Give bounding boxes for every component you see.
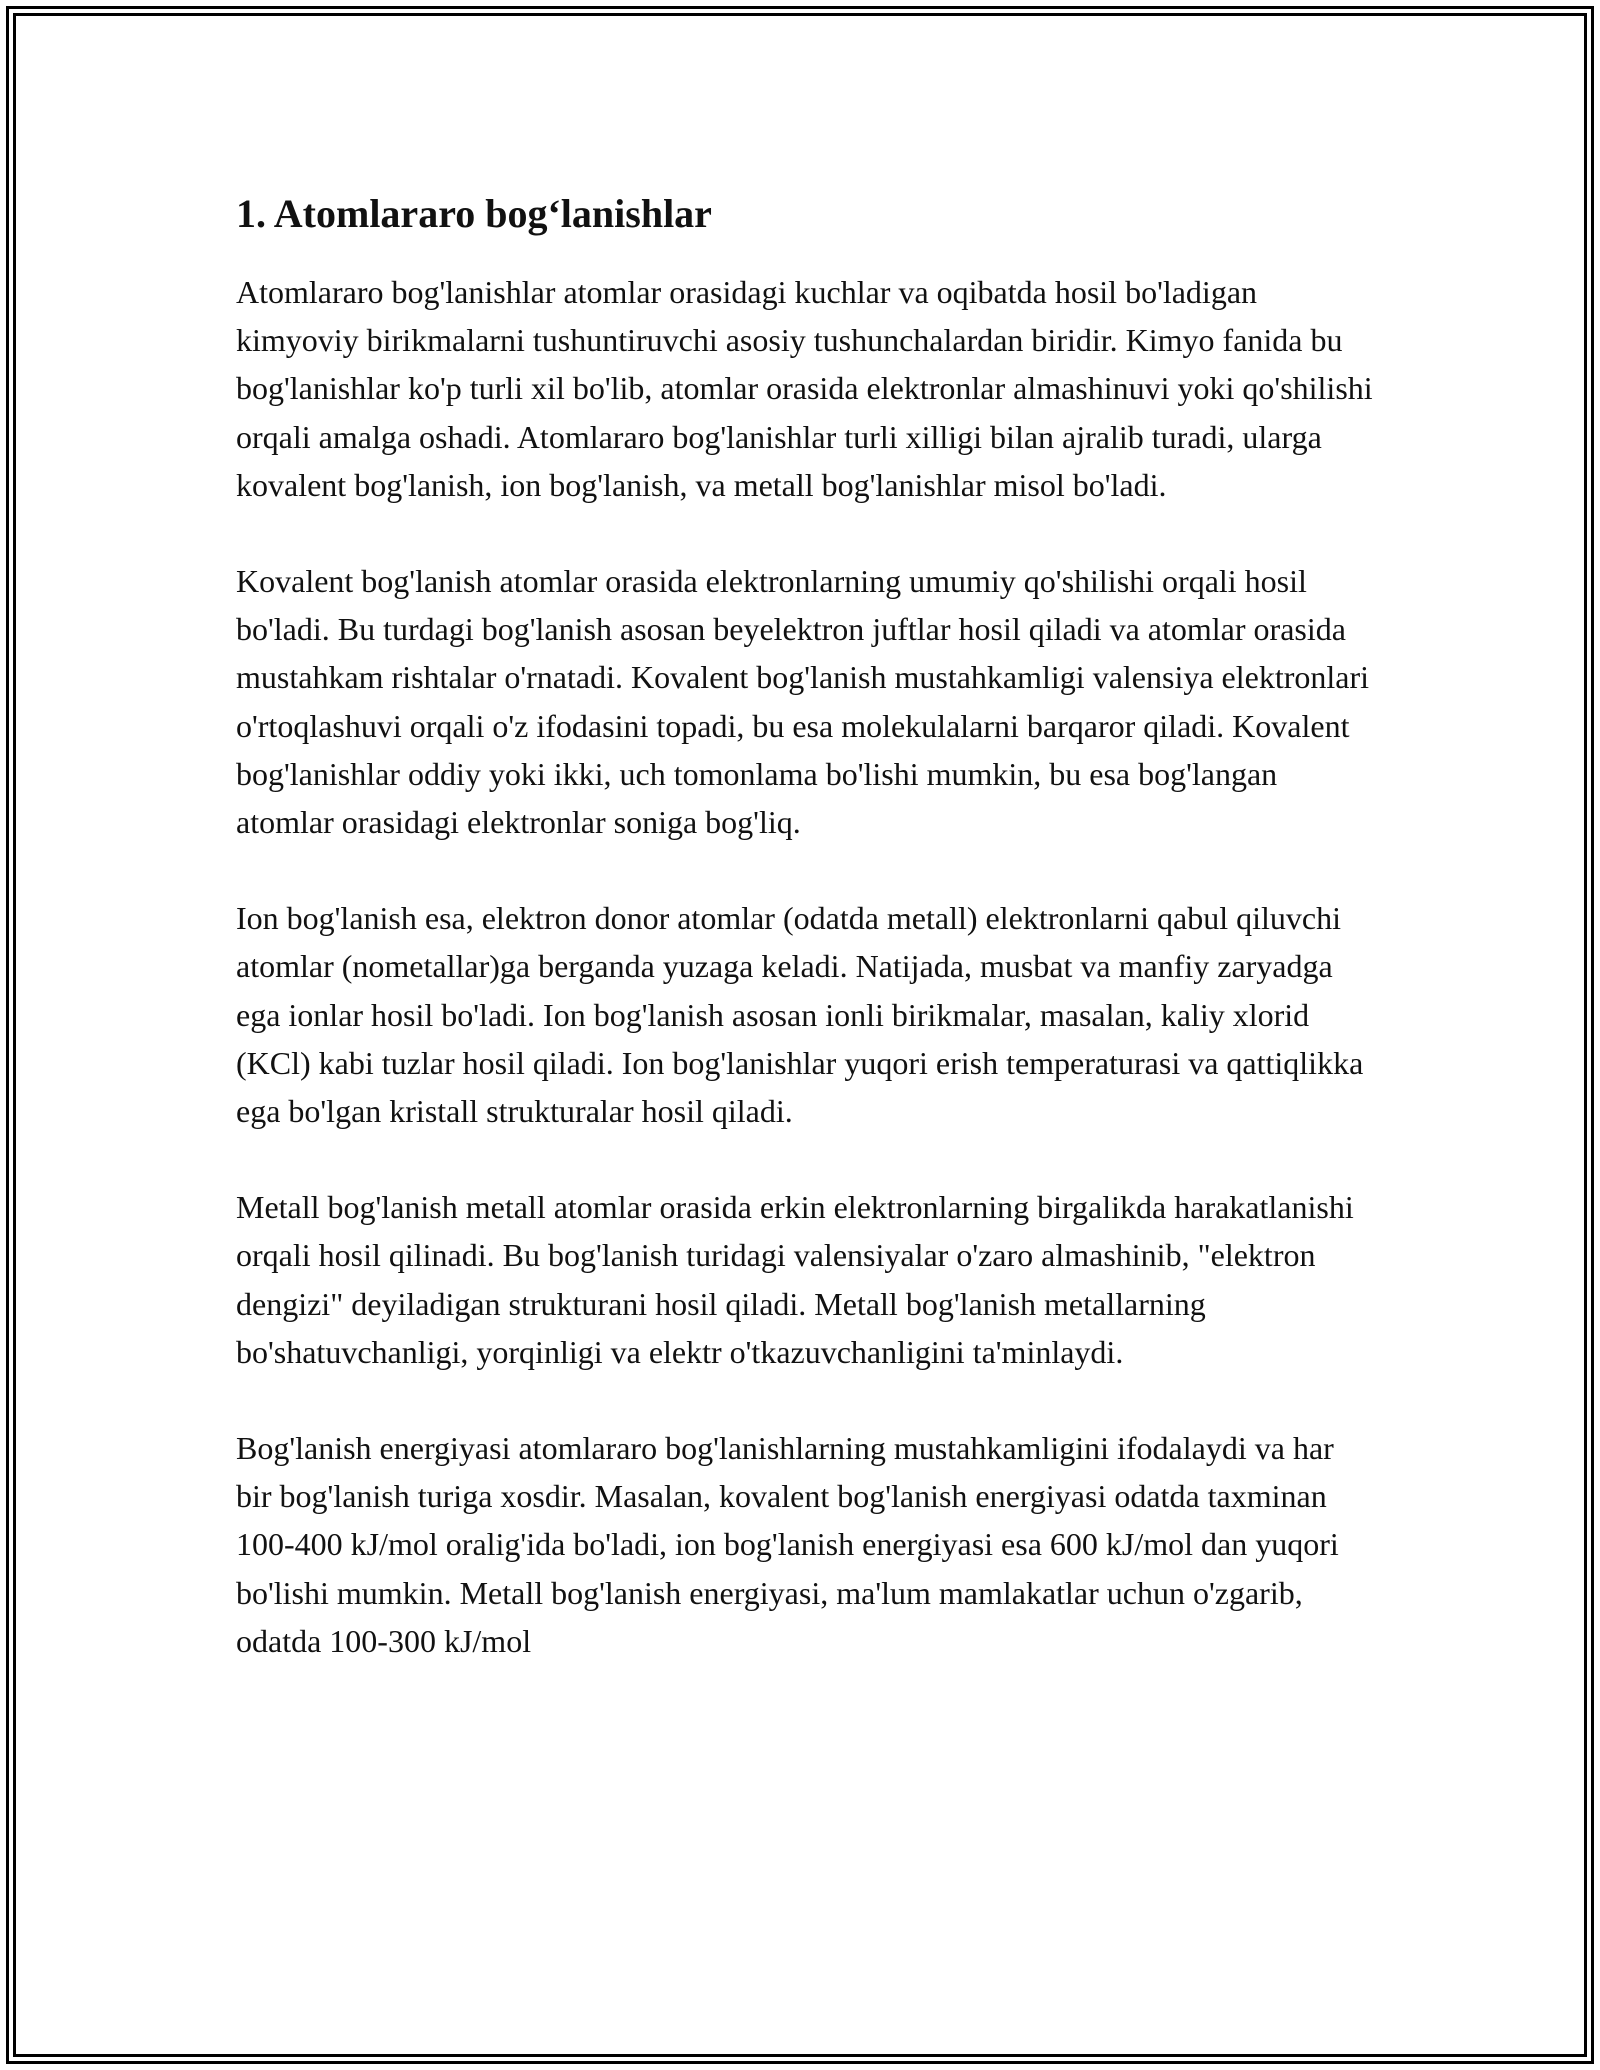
paragraph-ionic-bond: Ion bog'lanish esa, elektron donor atomlar (odatda metall) elektronlarni qabul qiluvchi atomlar (nometallar)ga berganda yuzaga keladi. Natijada, musbat va manfiy zaryadga ega ionlar hosil bo'ladi. Ion bog'lanish asosan ionli birikmalar, masalan, kaliy xlorid (KCl) kabi tuzlar hosil qiladi. Ion bog'lanishlar yuqori erish temperaturasi va qattiqlikka ega bo'lgan kristall strukturalar hosil qiladi. [236,900,1364,1130]
paragraph-intro: Atomlararo bog'lanishlar atomlar orasidagi kuchlar va oqibatda hosil bo'ladigan kimyoviy birikmalarni tushuntiruvchi asosiy tushunchalardan biridir. Kimyo fanida bu bog'lanishlar ko'p turli xil bo'lib, atomlar orasida elektronlar almashinuvi yoki qo'shilishi orqali amalga oshadi. Atomlararo bog'lanishlar turli xilligi bilan ajralib turadi, ularga kovalent bog'lanish, ion bog'lanish, va metall bog'lanishlar misol bo'ladi. [236,274,1373,503]
paragraph-metallic-bond: Metall bog'lanish metall atomlar orasida erkin elektronlarning birgalikda harakatlanishi orqali hosil qilinadi. Bu bog'lanish turidagi valensiyalar o'zaro almashinib, "elektron dengizi" deyiladigan strukturani hosil qiladi. Metall bog'lanish metallarning bo'shatuvchanligi, yorqinligi va elektr o'tkazuvchanligini ta'minlaydi. [236,1189,1354,1370]
document-body [236,186,1376,1665]
section-heading: 1. Atomlararo bog‘lanishlar [236,191,712,236]
paragraph-bond-energy: Bog'lanish energiyasi atomlararo bog'lanishlarning mustahkamligini ifodalaydi va har bir bog'lanish turiga xosdir. Masalan, kovalent bog'lanish energiyasi odatda taxminan 100-400 kJ/mol oralig'ida bo'ladi, ion bog'lanish energiyasi esa 600 kJ/mol dan yuqori bo'lishi mumkin. Metall bog'lanish energiyasi, ma'lum mamlakatlar uchun o'zgarib, odatda 100-300 kJ/mol [236,1430,1339,1659]
paragraph-covalent-bond: Kovalent bog'lanish atomlar orasida elektronlarning umumiy qo'shilishi orqali hosil bo'ladi. Bu turdagi bog'lanish asosan beyelektron juftlar hosil qiladi va atomlar orasida mustahkam rishtalar o'rnatadi. Kovalent bog'lanish mustahkamligi valensiya elektronlari o'rtoqlashuvi orqali o'z ifodasini topadi, bu esa molekulalarni barqaror qiladi. Kovalent bog'lanishlar oddiy yoki ikki, uch tomonlama bo'lishi mumkin, bu esa bog'langan atomlar orasidagi elektronlar soniga bog'liq. [236,563,1370,841]
